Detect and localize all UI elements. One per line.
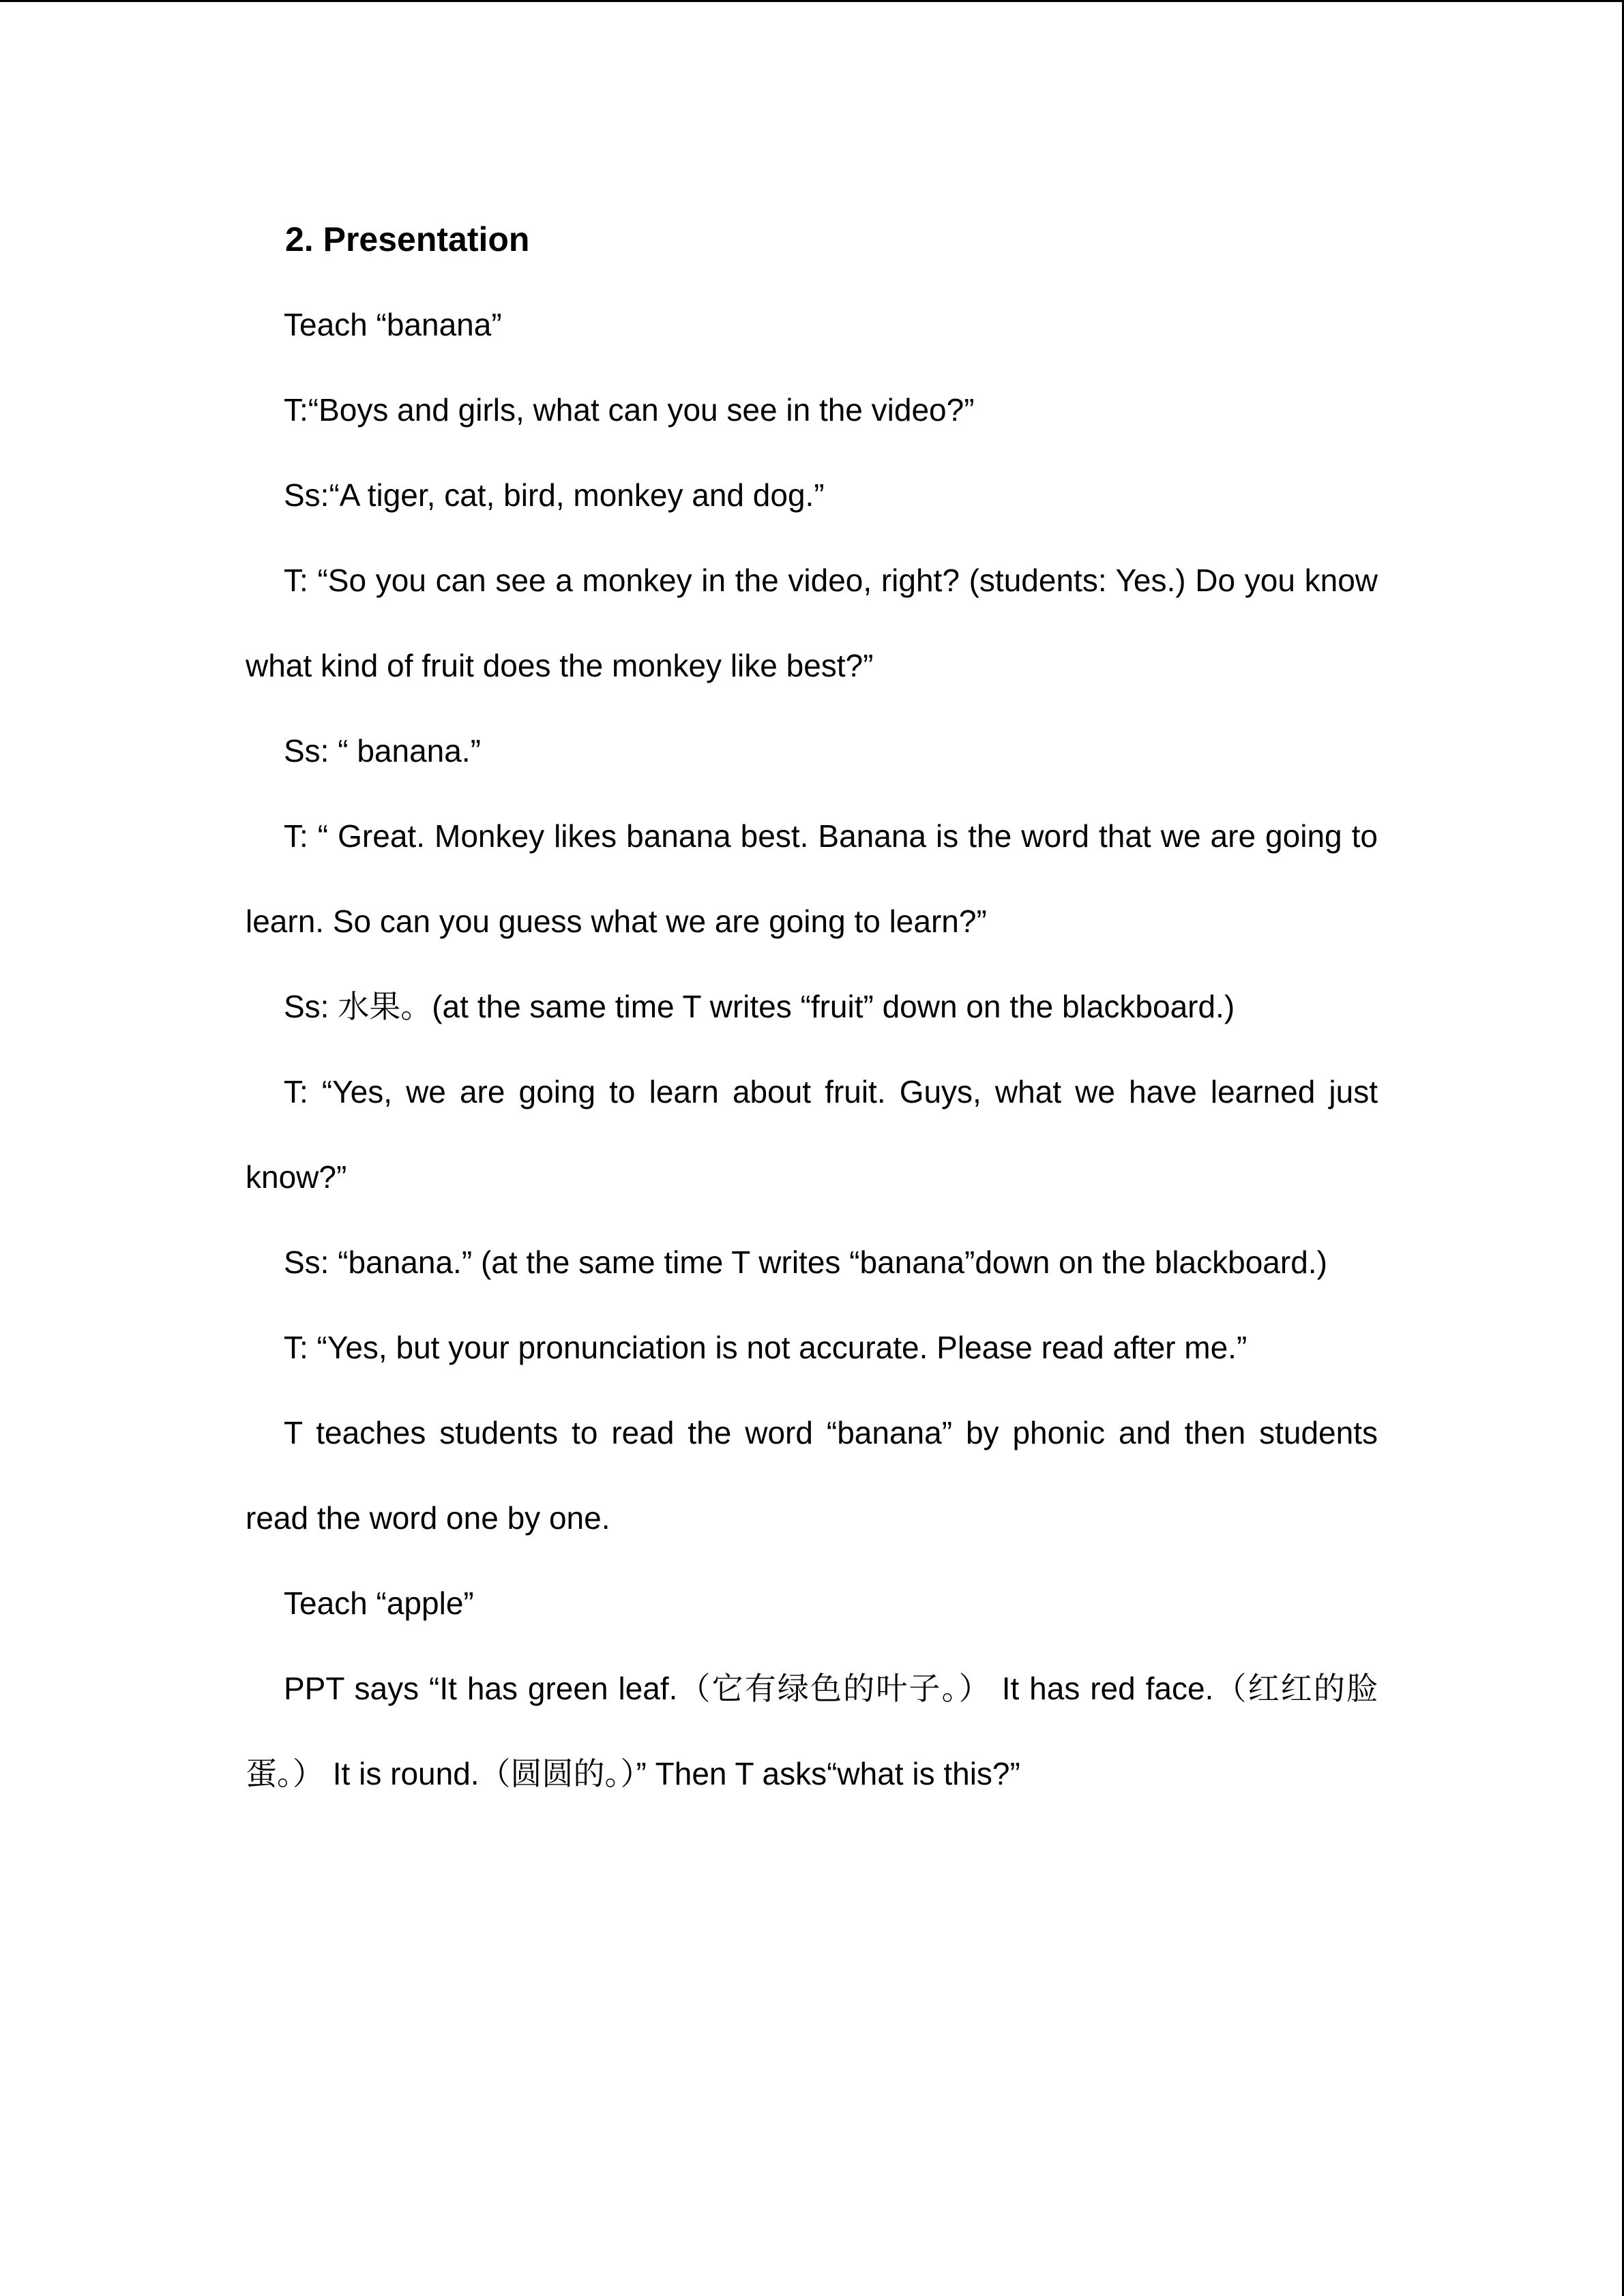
document-body — [246, 197, 1378, 1817]
paragraph: T: “So you can see a monkey in the video, right? (students: Yes.) Do you know what kind of fruit does the monkey like best?” — [246, 563, 1378, 683]
paragraph: Ss: 水果。(at the same time T writes “fruit” down on the blackboard.) — [284, 989, 1235, 1024]
paragraph: T: “Yes, we are going to learn about fruit. Guys, what we have learned just know?” — [246, 1074, 1378, 1195]
paragraph-teach-banana: Teach “banana” — [284, 307, 502, 342]
paragraph: Ss:“A tiger, cat, bird, monkey and dog.” — [284, 477, 825, 513]
paragraph: Ss: “ banana.” — [284, 733, 481, 769]
section-heading: 2. Presentation — [285, 220, 530, 258]
paragraph: T: “Yes, but your pronunciation is not accurate. Please read after me.” — [284, 1330, 1247, 1365]
paragraph: PPT says “It has green leaf.（它有绿色的叶子。） It has red face.（红红的脸蛋。） It is round.（圆圆的。）” Then T asks“what is this?” — [246, 1671, 1378, 1791]
paragraph: T:“Boys and girls, what can you see in the video?” — [284, 392, 975, 428]
paragraph: Ss: “banana.” (at the same time T writes “banana”down on the blackboard.) — [284, 1244, 1327, 1280]
paragraph: T: “ Great. Monkey likes banana best. Banana is the word that we are going to learn. So can you guess what we are going to learn?” — [246, 818, 1378, 939]
paragraph-teach-apple: Teach “apple” — [284, 1585, 474, 1621]
paragraph: T teaches students to read the word “banana” by phonic and then students read the word one by one. — [246, 1415, 1378, 1536]
